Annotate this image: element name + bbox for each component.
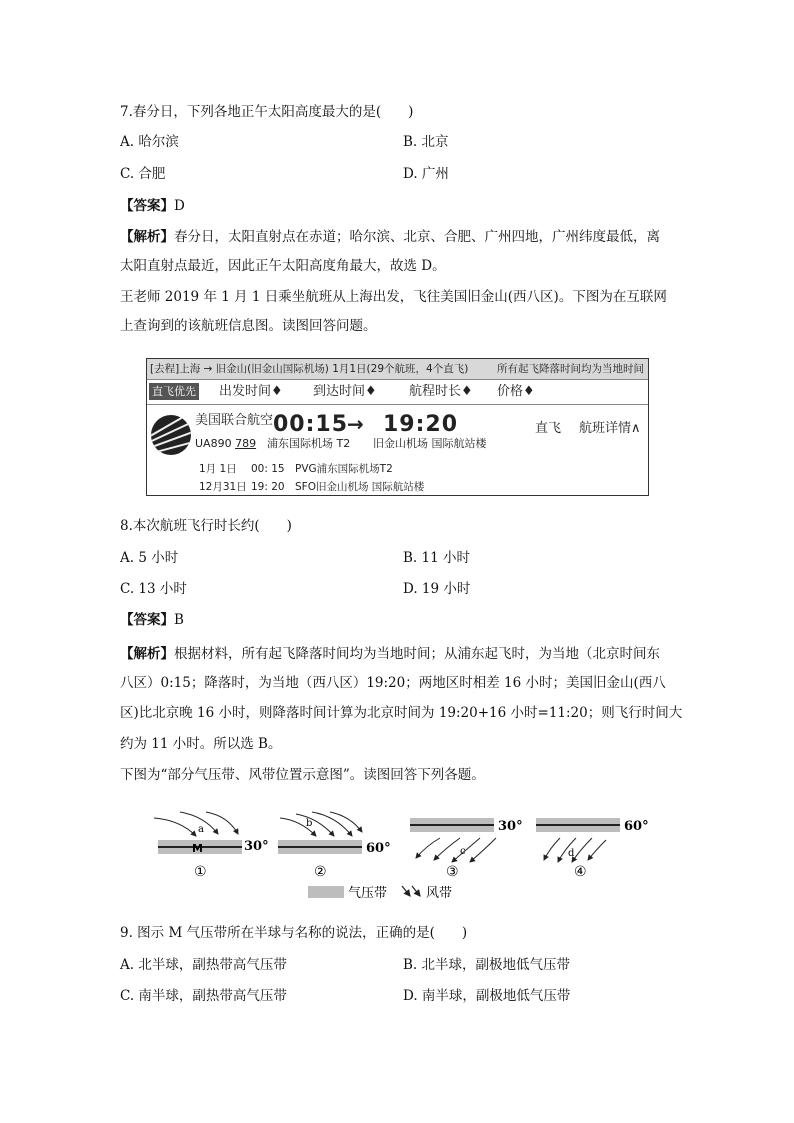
flight-code [195, 437, 256, 451]
q7-option-a: A. 哈尔滨 [120, 134, 179, 150]
q8-analysis-line-1 [120, 646, 660, 664]
flight-intro-line-2: 上查询到的该航班信息图。读图回答问题。 [120, 318, 377, 334]
q7-stem: 7.春分日，下列各地正午太阳高度最大的是( ) [120, 104, 414, 120]
depart-row-place: PVG浦东国际机场T2 [295, 463, 393, 475]
analysis-text: 春分日，太阳直射点在赤道；哈尔滨、北京、合肥、广州四地，广州纬度最低，离 [174, 229, 660, 245]
depart-airport: 浦东国际机场 T2 [267, 437, 351, 450]
panel-number: ② [314, 864, 327, 880]
legend-wind-arrow-icon [402, 886, 410, 896]
q9-option-c: C. 南半球，副热带高气压带 [120, 988, 287, 1004]
q8-option-d: D. 19 小时 [403, 581, 471, 597]
q8-analysis-line-2: 八区）0:15；降落时，为当地（西八区）19:20；两地区时相差 16 小时；美国旧金山(西八 [120, 675, 666, 691]
sort-depart: 出发时间♦ [219, 384, 283, 399]
latitude-label: 30° [244, 839, 269, 854]
arrive-airport: 旧金山机场 国际航站楼 [373, 437, 487, 450]
q7-option-d: D. 广州 [403, 166, 449, 182]
analysis-label: 【解析】 [120, 646, 174, 662]
q8-option-a: A. 5 小时 [120, 550, 179, 566]
q9-option-d: D. 南半球，副极地低气压带 [403, 988, 571, 1004]
wind-label-a: a [198, 824, 204, 835]
wind-label-b: b [306, 818, 313, 829]
flight-sort-bar [147, 380, 648, 405]
answer-label: 【答案】 [120, 612, 174, 628]
latitude-label: 30° [498, 819, 523, 834]
panel-number: ④ [574, 864, 587, 880]
panel-4 [536, 818, 649, 880]
q7-analysis-line-1 [120, 229, 660, 247]
belt-label-m: M [192, 842, 203, 855]
airline-logo-icon [151, 415, 191, 455]
answer-value: D [174, 198, 185, 214]
legend-wind-label: 风带 [426, 886, 453, 901]
flight-intro-line-1: 王老师 2019 年 1 月 1 日乘坐航班从上海出发，飞往美国旧金山(西八区)。下图为在互联网 [120, 289, 667, 305]
wind-label-d: d [568, 848, 575, 859]
q7-analysis-line-2: 太阳直射点最近，因此正午太阳高度角最大，故选 D。 [120, 258, 446, 274]
q8-analysis-line-3: 区)比北京晚 16 小时，则降落时间计算为北京时间为 19:20+16 小时=11:20；则飞行时间大 [120, 705, 683, 721]
sort-direct-first: 直飞优先 [149, 383, 199, 400]
answer-value: B [174, 612, 184, 628]
q7-option-c: C. 合肥 [120, 166, 166, 182]
flight-number: UA890 [195, 437, 232, 450]
airline-name: 美国联合航空 [195, 413, 274, 428]
q8-answer [120, 612, 184, 630]
analysis-text: 根据材料，所有起飞降落时间均为当地时间；从浦东起飞时，为当地（北京时间东 [174, 646, 660, 662]
depart-row-date: 1月 1日 [199, 463, 237, 475]
arrive-time: 19:20 [383, 412, 459, 437]
q9-option-a: A. 北半球，副热带高气压带 [120, 957, 287, 973]
panel-1 [154, 812, 269, 880]
sort-duration: 航程时长♦ [409, 384, 473, 399]
flight-details-link: 航班详情∧ [579, 421, 641, 436]
q8-option-c: C. 13 小时 [120, 581, 187, 597]
arrow-right-icon: → [347, 412, 364, 436]
arrive-row-time: 19: 20 [251, 481, 285, 493]
depart-row-time: 00: 15 [251, 463, 285, 475]
q8-stem: 8.本次航班飞行时长约( ) [120, 518, 292, 534]
arrive-row-place: SFO旧金山机场 国际航站楼 [295, 481, 425, 493]
panel-2 [278, 812, 391, 880]
depart-time: 00:15 [273, 412, 349, 437]
latitude-label: 60° [366, 841, 391, 856]
legend-belt-swatch [308, 886, 344, 898]
flight-header [147, 359, 648, 380]
pressure-belt-diagram [140, 806, 660, 906]
sort-price: 价格♦ [497, 384, 535, 399]
panel-number: ③ [446, 864, 459, 880]
wind-label-c: c [460, 846, 466, 857]
aircraft-type: 789 [235, 437, 257, 450]
flight-time-note: 所有起飞降落时间均为当地时间 [497, 363, 644, 375]
answer-label: 【答案】 [120, 198, 174, 214]
q7-option-b: B. 北京 [403, 134, 449, 150]
q9-stem: 9. 图示 M 气压带所在半球与名称的说法，正确的是( ) [120, 925, 468, 941]
panel-3 [410, 818, 523, 880]
panel-number: ① [194, 864, 207, 880]
sort-arrive: 到达时间♦ [313, 384, 377, 399]
analysis-label: 【解析】 [120, 229, 174, 245]
flight-info-figure [146, 358, 649, 496]
legend-belt-label: 气压带 [348, 886, 388, 901]
q7-answer [120, 198, 185, 216]
q8-analysis-line-4: 约为 11 小时。所以选 B。 [120, 736, 282, 752]
q8-option-b: B. 11 小时 [403, 550, 470, 566]
flight-route: [去程]上海 → 旧金山(旧金山国际机场) 1月1日(29个航班，4个直飞) [150, 363, 469, 375]
pressure-intro: 下图为“部分气压带、风带位置示意图”。读图回答下列各题。 [120, 767, 485, 783]
q9-option-b: B. 北半球，副极地低气压带 [403, 957, 571, 973]
arrive-row-date: 12月31日 [199, 481, 247, 493]
legend-wind-arrow-icon [412, 886, 420, 896]
direct-label: 直飞 [535, 421, 562, 436]
latitude-label: 60° [624, 819, 649, 834]
